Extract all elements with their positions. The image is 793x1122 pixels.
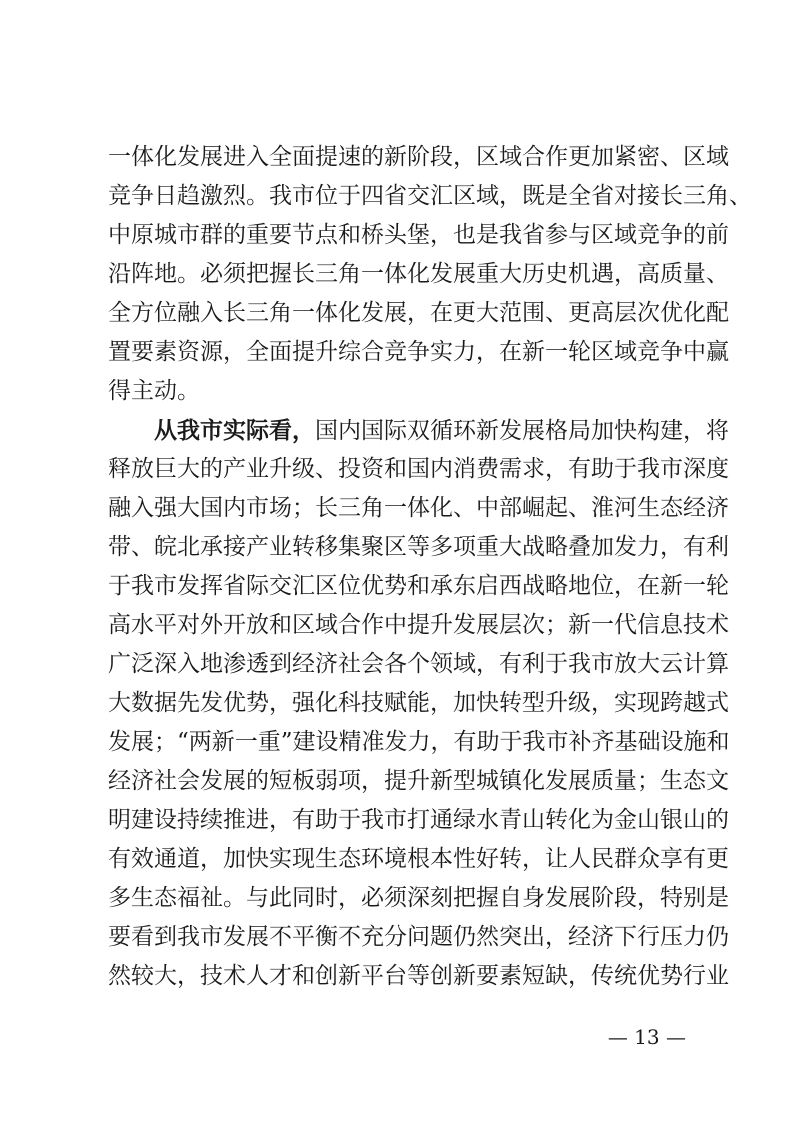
text-line-9: 释放巨大的产业升级、投资和国内消费需求，有助于我市深度 [108,456,729,482]
text-line-2: 竞争日趋激烈。我市位于四省交汇区域，既是全省对接长三角、 [108,183,752,209]
text-line-6: 置要素资源，全面提升综合竞争实力，在新一轮区域竞争中赢 [108,339,729,365]
text-line-14: 广泛深入地渗透到经济社会各个领域，有利于我市放大云计算 [108,651,729,677]
text-line-3: 中原城市群的重要节点和桥头堡，也是我省参与区域竞争的前 [108,222,729,248]
text-line-10: 融入强大国内市场；长三角一体化、中部崛起、淮河生态经济 [108,495,729,521]
text-line-17: 经济社会发展的短板弱项，提升新型城镇化发展质量；生态文 [108,768,729,794]
text-line-19: 有效通道，加快实现生态环境根本性好转，让人民群众享有更 [108,846,729,872]
text-line-22: 然较大，技术人才和创新平台等创新要素短缺，传统优势行业 [108,963,729,989]
text-line-16: 发展；“两新一重”建设精准发力，有助于我市补齐基础设施和 [108,729,730,755]
page-number: — 13 — [607,1025,686,1049]
text-line-4: 沿阵地。必须把握长三角一体化发展重大历史机遇，高质量、 [108,261,729,287]
text-line-18: 明建设持续推进，有助于我市打通绿水青山转化为金山银山的 [108,807,729,833]
text-line-15: 大数据先发优势，强化科技赋能，加快转型升级，实现跨越式 [108,690,729,716]
text-line-7: 得主动。 [108,378,200,404]
text-line-1: 一体化发展进入全面提速的新阶段，区域合作更加紧密、区域 [108,144,729,170]
paragraph-2-lead: 从我市实际看， [154,417,315,444]
text-line-12: 于我市发挥省际交汇区位优势和承东启西战略地位，在新一轮 [108,573,729,599]
text-line-20: 多生态福祉。与此同时，必须深刻把握自身发展阶段，特别是 [108,885,729,911]
text-line-21: 要看到我市发展不平衡不充分问题仍然突出，经济下行压力仍 [108,924,729,950]
text-line-13: 高水平对外开放和区域合作中提升发展层次；新一代信息技术 [108,612,729,638]
body-text [108,138,752,996]
text-line-11: 带、皖北承接产业转移集聚区等多项重大战略叠加发力，有利 [108,534,729,560]
paragraph-2-first-line [108,411,729,450]
text-line-5: 全方位融入长三角一体化发展，在更大范围、更高层次优化配 [108,300,729,326]
paragraph-2-first-rest: 国内国际双循环新发展格局加快构建，将 [315,418,729,444]
